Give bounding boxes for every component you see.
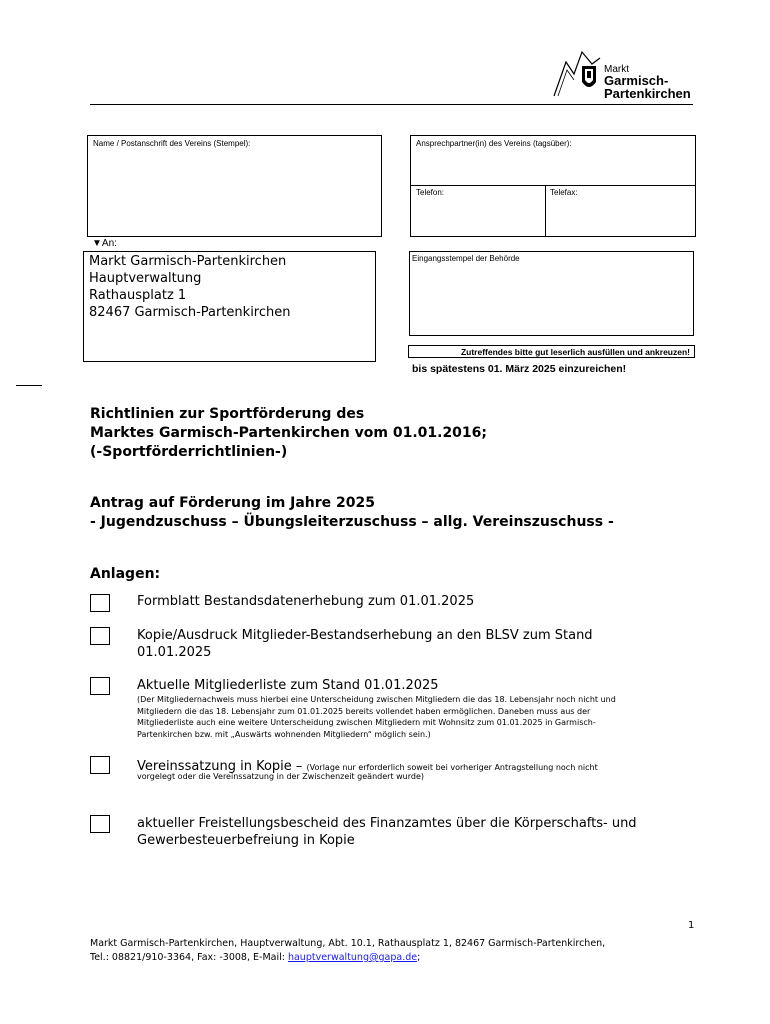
title-line-2: Marktes Garmisch-Partenkirchen vom 01.01.2016; xyxy=(90,425,488,441)
attachment-label-3: Aktuelle Mitgliederliste zum Stand 01.01.2025 xyxy=(137,678,439,693)
phone-label: Telefon: xyxy=(416,188,445,197)
phone-fax-divider xyxy=(545,185,546,237)
attachment-checkbox-2[interactable] xyxy=(90,627,110,645)
deadline-text: bis spätestens 01. März 2025 einzureichen! xyxy=(412,363,627,375)
instruction-bar xyxy=(408,345,695,358)
attachment-checkbox-1[interactable] xyxy=(90,594,110,612)
page-number: 1 xyxy=(688,920,695,931)
attachment-note-3c: Mitgliederliste auch eine weitere Unterscheidung zwischen Mitgliedern mit Wohnsitz zum 01.01.2025 in Garmisch- xyxy=(137,718,596,727)
logo-text-partenkirchen: Partenkirchen xyxy=(604,86,691,101)
recipient-label: ▼An: xyxy=(92,238,117,249)
attachment-label-2b: 01.01.2025 xyxy=(137,645,212,660)
header-divider xyxy=(90,104,693,105)
phone-row-divider xyxy=(411,185,695,186)
logo-text-garmisch: Garmisch- xyxy=(604,73,669,88)
contact-box[interactable] xyxy=(410,135,696,237)
title-line-3: (-Sportförderrichtlinien-) xyxy=(90,444,288,460)
footer-line-end: ; xyxy=(417,952,421,963)
contact-label: Ansprechpartner(in) des Vereins (tagsüber): xyxy=(416,139,572,148)
instruction-text: Zutreffendes bitte gut leserlich ausfüllen und ankreuzen! xyxy=(460,347,690,357)
application-line-2: - Jugendzuschuss – Übungsleiterzuschuss – allg. Vereinszuschuss - xyxy=(90,514,614,530)
footer-line-2 xyxy=(90,951,420,964)
title-line-1: Richtlinien zur Sportförderung des xyxy=(90,406,365,422)
recipient-line-2: Hauptverwaltung xyxy=(89,271,202,286)
recipient-box xyxy=(83,251,376,362)
attachment-label-5b: Gewerbesteuerbefreiung in Kopie xyxy=(137,833,355,848)
club-address-box[interactable] xyxy=(87,135,382,237)
authority-stamp-box xyxy=(409,251,694,336)
application-line-1: Antrag auf Förderung im Jahre 2025 xyxy=(90,495,376,511)
attachment-note-3d: Partenkirchen bzw. mit „Auswärts wohnenden Mitgliedern“ möglich sein.) xyxy=(137,729,431,739)
footer-email-link[interactable]: hauptverwaltung@gapa.de xyxy=(287,952,418,963)
attachment-note-4b: vorgelegt oder die Vereinssatzung in der Zwischenzeit geändert wurde) xyxy=(137,772,424,781)
attachment-note-3a: (Der Mitgliedernachweis muss hierbei eine Unterscheidung zwischen Mitgliedern die das 18. Lebensjahr noch nicht und xyxy=(137,695,616,704)
recipient-line-1: Markt Garmisch-Partenkirchen xyxy=(89,254,287,269)
fold-mark xyxy=(16,385,42,386)
attachment-label-4: Vereinssatzung in Kopie xyxy=(137,759,292,774)
attachment-checkbox-5[interactable] xyxy=(90,815,110,833)
club-address-label: Name / Postanschrift des Vereins (Stempel): xyxy=(93,139,251,148)
footer-line-1: Markt Garmisch-Partenkirchen, Hauptverwaltung, Abt. 10.1, Rathausplatz 1, 82467 Garmisch-Partenkirchen, xyxy=(90,938,606,949)
footer-contact-text: Tel.: 08821/910-3364, Fax: -3008, E-Mail: xyxy=(90,952,288,963)
attachment-checkbox-3[interactable] xyxy=(90,677,110,695)
mountain-logo-icon xyxy=(552,44,604,100)
attachment-dash-4: – xyxy=(291,759,307,774)
logo xyxy=(552,44,702,100)
attachment-label-2: Kopie/Ausdruck Mitglieder-Bestandserhebung an den BLSV zum Stand xyxy=(137,628,593,643)
recipient-line-3: Rathausplatz 1 xyxy=(89,288,187,303)
fax-label: Telefax: xyxy=(550,188,578,197)
attachment-label-5: aktueller Freistellungsbescheid des Finanzamtes über die Körperschafts- und xyxy=(137,816,637,831)
attachment-label-1: Formblatt Bestandsdatenerhebung zum 01.01.2025 xyxy=(137,594,475,609)
logo-text-markt: Markt xyxy=(604,64,629,75)
recipient-line-4: 82467 Garmisch-Partenkirchen xyxy=(89,305,291,320)
attachments-heading: Anlagen: xyxy=(90,566,161,582)
attachment-checkbox-4[interactable] xyxy=(90,756,110,774)
attachment-note-3b: Mitgliedern die das 18. Lebensjahr zum 01.01.2025 bereits vollendet haben ermöglichen. Daneben muss aus der xyxy=(137,706,591,716)
authority-stamp-label: Eingangsstempel der Behörde xyxy=(412,254,520,263)
attachment-note-4a: (Vorlage nur erforderlich soweit bei vorheriger Antragstellung noch nicht xyxy=(306,763,598,772)
